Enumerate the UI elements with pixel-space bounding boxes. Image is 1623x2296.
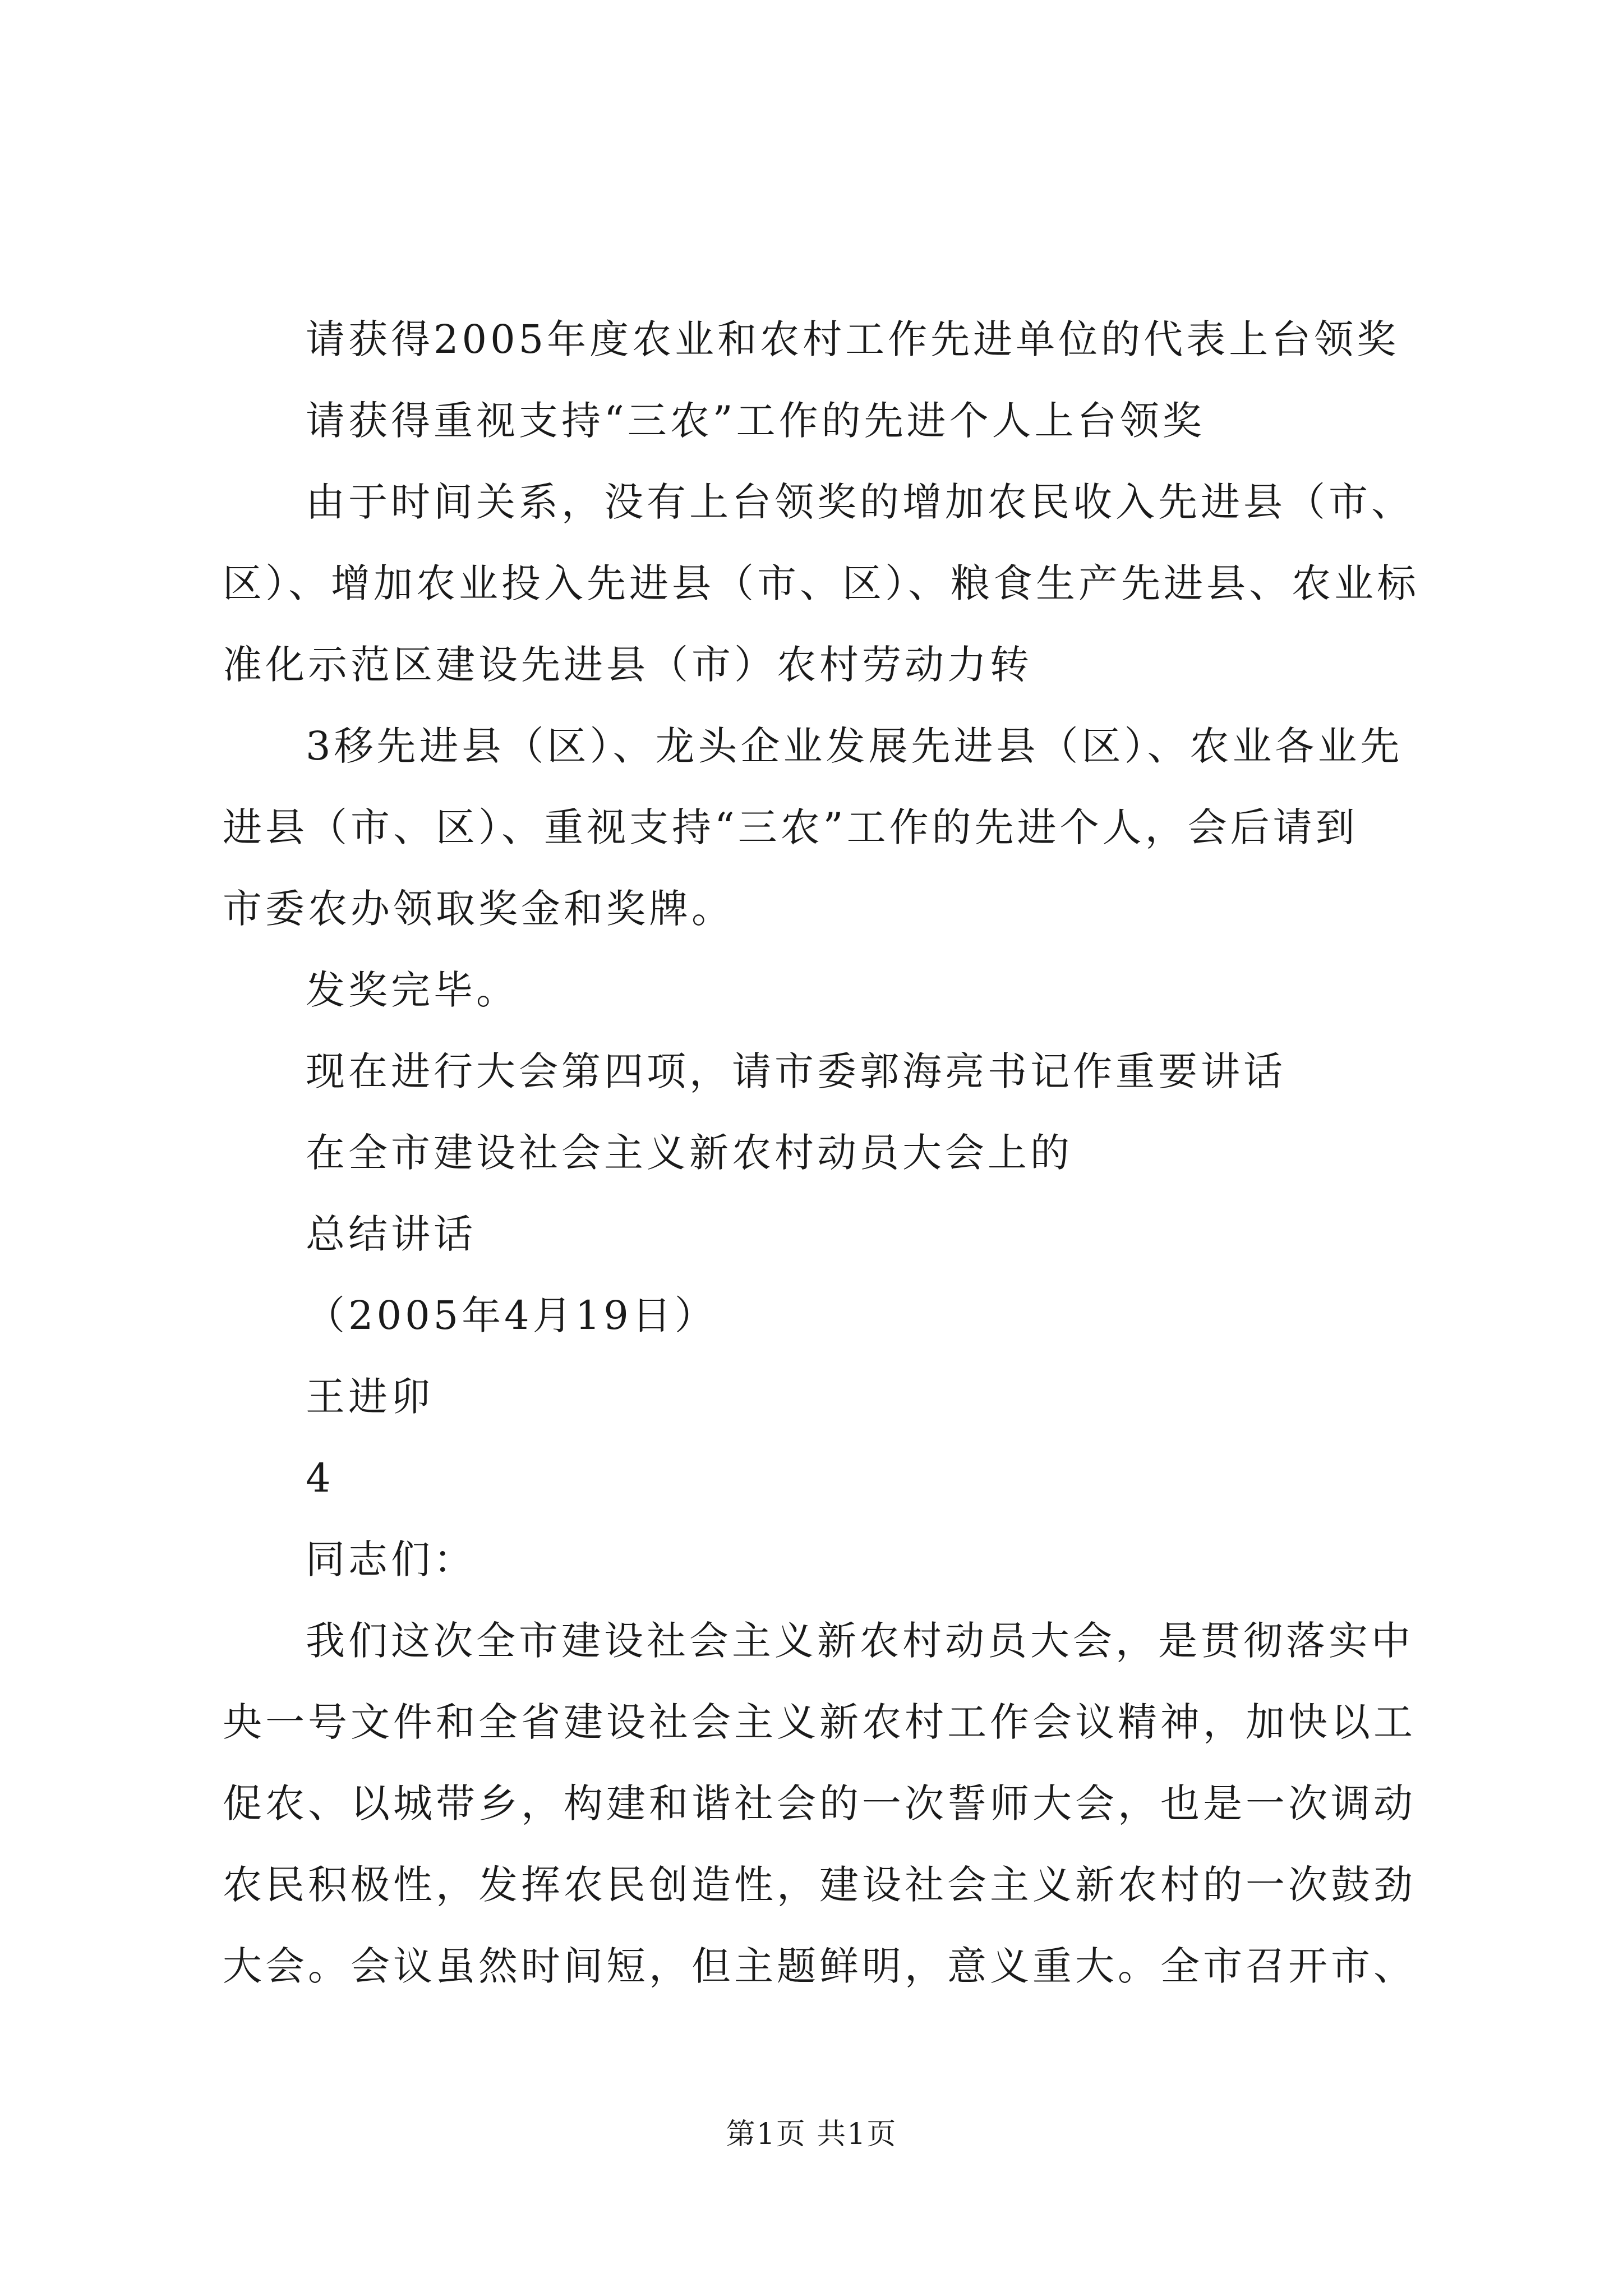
speaker-name: 王进卯 [306, 1374, 434, 1420]
speech-date: （2005年4月19日） [306, 1292, 717, 1338]
text-line: 大会。会议虽然时间短，但主题鲜明，意义重大。全市召开市、 [223, 1943, 1416, 1989]
salutation: 同志们： [306, 1536, 476, 1582]
text-line: 请获得重视支持“三农”工作的先进个人上台领奖 [306, 398, 1205, 444]
speech-title-line: 总结讲话 [306, 1211, 476, 1257]
text-line: 我们这次全市建设社会主义新农村动员大会，是贯彻落实中 [306, 1618, 1414, 1664]
text-line: 发奖完毕。 [306, 967, 519, 1013]
text-line: 促农、以城带乡，构建和谐社会的一次誓师大会，也是一次调动 [223, 1780, 1416, 1826]
text-line: 市委农办领取奖金和奖牌。 [223, 886, 734, 932]
text-line: 央一号文件和全省建设社会主义新农村工作会议精神，加快以工 [223, 1699, 1416, 1745]
text-line: 4 [306, 1455, 334, 1501]
text-line: 3移先进县（区）、龙头企业发展先进县（区）、农业各业先 [306, 723, 1403, 769]
text-line: 进县（市、区）、重视支持“三农”工作的先进个人，会后请到 [223, 804, 1358, 850]
text-line: 区）、增加农业投入先进县（市、区）、粮食生产先进县、农业标 [223, 560, 1419, 606]
page-footer: 第1页 共1页 [726, 2118, 897, 2151]
text-line: 现在进行大会第四项，请市委郭海亮书记作重要讲话 [306, 1048, 1286, 1094]
text-line: 农民积极性，发挥农民创造性，建设社会主义新农村的一次鼓劲 [223, 1862, 1416, 1908]
text-line: 准化示范区建设先进县（市）农村劳动力转 [223, 642, 1032, 688]
text-line: 请获得2005年度农业和农村工作先进单位的代表上台领奖 [306, 316, 1400, 362]
speech-title-line: 在全市建设社会主义新农村动员大会上的 [306, 1130, 1073, 1176]
text-line: 由于时间关系，没有上台领奖的增加农民收入先进县（市、 [306, 479, 1414, 525]
